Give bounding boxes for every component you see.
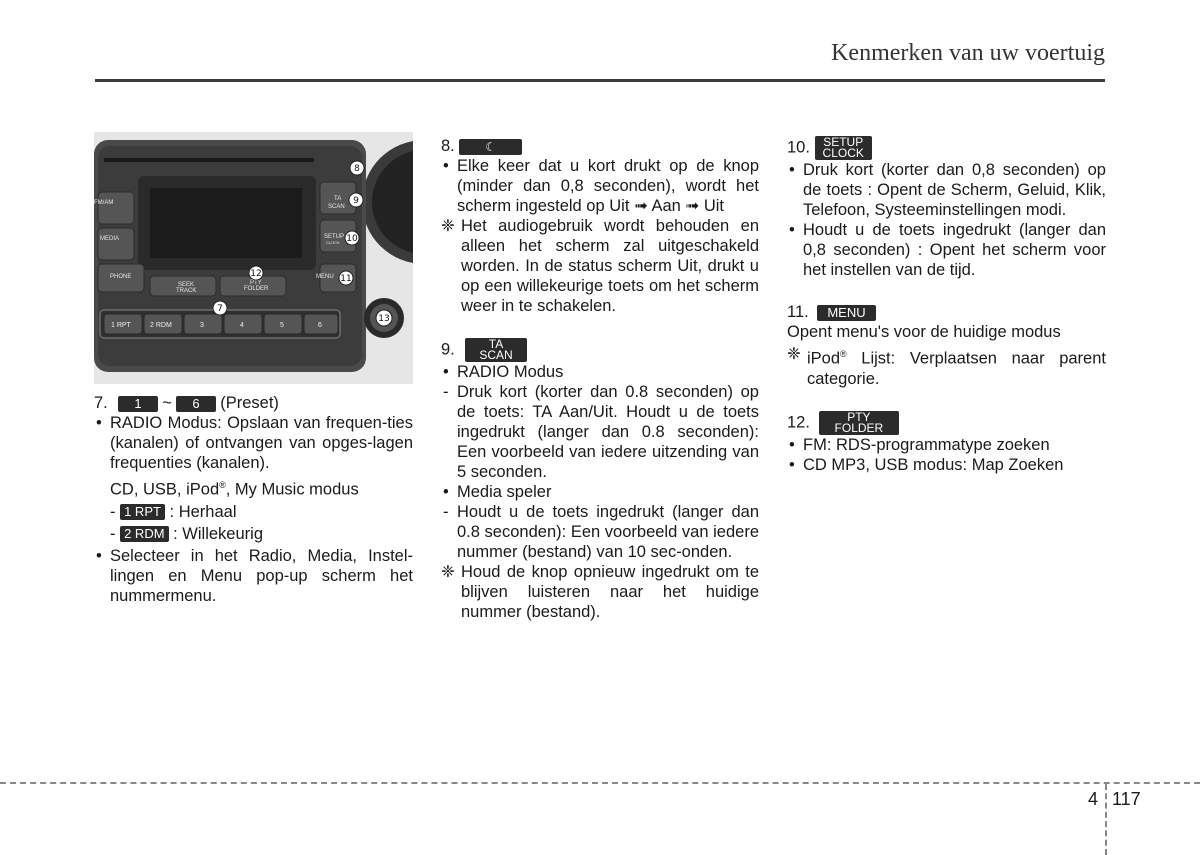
page-header-title: Kenmerken van uw voertuig (831, 40, 1105, 66)
pty-folder-key: PTY FOLDER (819, 411, 900, 435)
item-9-dash-radio: - Druk kort (korter dan 0.8 seconden) op de toets: TA Aan/Uit. Houdt u de toets ingedrukt (langer dan 0.8 seconden): Een voorbeeld van iedere uitzending van 5 seconden. (441, 382, 759, 482)
page-number: 117 (1112, 789, 1141, 809)
header-rule (95, 79, 1105, 82)
radio-label-fmam: FM/AM (94, 200, 114, 206)
item-9-bullet-radio: • RADIO Modus (441, 362, 759, 382)
item-7-bullet-select: • Selecteer in het Radio, Media, Instel-lingen en Menu pop-up scherm het nummermenu. (94, 546, 413, 606)
item-9-dash-media: - Houdt u de toets ingedrukt (langer dan 0.8 seconden): Een voorbeeld van iedere nummer (bestand) van 10 sec-onden. (441, 502, 759, 562)
callout-11: 11 (340, 274, 352, 284)
radio-label-phone: PHONE (110, 274, 132, 280)
menu-key: MENU (817, 305, 875, 321)
item-12-bullet-fm: • FM: RDS-programmatype zoeken (787, 435, 1106, 455)
radio-label-scan: SCAN (328, 204, 345, 210)
item-9-heading: 9. TA SCAN (441, 338, 759, 362)
item-8-heading: 8. ☾ (441, 136, 759, 156)
radio-label-folder: FOLDER (244, 286, 269, 292)
footer-rule (0, 782, 1200, 784)
preset-label-3: 3 (200, 322, 204, 329)
preset-label-5: 5 (280, 322, 284, 329)
column-1 (94, 393, 413, 606)
item-7-heading: 7. 1 ~ 6 (Preset) (94, 394, 279, 412)
item-12-bullet-cd: • CD MP3, USB modus: Map Zoeken (787, 455, 1106, 475)
item-9-note: ❈ Houd de knop opnieuw ingedrukt om te blijven luisteren naar het huidige nummer (bestand). (441, 563, 759, 621)
item-11-text: Opent menu's voor de huidige modus (787, 323, 1061, 341)
item-10-bullet-short: • Druk kort (korter dan 0,8 seconden) op de toets : Opent de Scherm, Geluid, Klik, Telefoon, Systeeminstellingen modi. (787, 160, 1106, 220)
radio-unit-image (94, 132, 413, 384)
callout-8: 8 (354, 164, 360, 174)
radio-label-setup: SETUP (324, 234, 345, 240)
chapter-number: 4 (1088, 789, 1099, 809)
preset-6-key: 6 (176, 396, 215, 412)
preset-label-2: 2 RDM (150, 322, 172, 329)
item-7-rpt: - 1 RPT : Herhaal (110, 502, 237, 521)
item-8-bullet: • Elke keer dat u kort drukt op de knop (minder dan 0,8 seconden), wordt het scherm ingesteld op Uit ➟ Aan ➟ Uit (441, 156, 759, 216)
radio-label-menu: MENU (316, 274, 334, 280)
callout-13: 13 (378, 314, 390, 324)
item-12-heading: 12. PTY FOLDER (787, 411, 1106, 435)
callout-7: 7 (217, 304, 223, 314)
setup-clock-key: SETUP CLOCK (815, 136, 872, 160)
item-7-bullet-radio: • RADIO Modus: Opslaan van frequen-ties (kanalen) of ontvangen van opges-lagen frequenties (kanalen). (94, 413, 413, 473)
preset-label-6: 6 (318, 322, 322, 329)
radio-label-seek: SEEK (178, 282, 195, 288)
radio-label-media: MEDIA (100, 236, 120, 242)
rdm-key: 2 RDM (120, 526, 168, 542)
preset-1-key: 1 (118, 396, 157, 412)
column-3 (787, 136, 1106, 475)
callout-12: 12 (250, 269, 262, 279)
preset-label-1: 1 RPT (111, 322, 131, 329)
rpt-key: 1 RPT (120, 504, 165, 520)
radio-label-pty: PTY (250, 280, 262, 286)
item-10-heading: 10. SETUP CLOCK (787, 136, 1106, 160)
ta-scan-key: TA SCAN (465, 338, 526, 362)
radio-label-clock: CLOCK (326, 240, 340, 245)
callout-9: 9 (353, 196, 359, 206)
item-11-heading: 11. MENU (787, 302, 1106, 322)
item-8-note: ❈ Het audiogebruik wordt behouden en alleen het scherm zal uitgeschakeld worden. In de status scherm Uit, drukt u op een willekeurige toets om het scherm weer in te schakelen. (441, 217, 759, 315)
item-9-bullet-media: • Media speler (441, 482, 759, 502)
callout-10: 10 (346, 234, 358, 244)
footer-divider (1105, 784, 1107, 855)
item-7-rdm: - 2 RDM : Willekeurig (110, 524, 263, 543)
radio-label-ta: TA (334, 196, 342, 202)
column-2 (441, 136, 759, 622)
preset-label-4: 4 (240, 322, 244, 329)
item-11-note: ❈ iPod® Lijst: Verplaatsen naar parent categorie. (787, 345, 1106, 388)
radio-label-track: TRACK (176, 288, 197, 294)
item-10-bullet-long: • Houdt u de toets ingedrukt (langer dan 0,8 seconden) : Opent het scherm voor het instellen van de tijd. (787, 220, 1106, 280)
item-7-modes: CD, USB, iPod®, My Music modus (110, 480, 359, 499)
screen-moon-key: ☾ (459, 139, 522, 155)
